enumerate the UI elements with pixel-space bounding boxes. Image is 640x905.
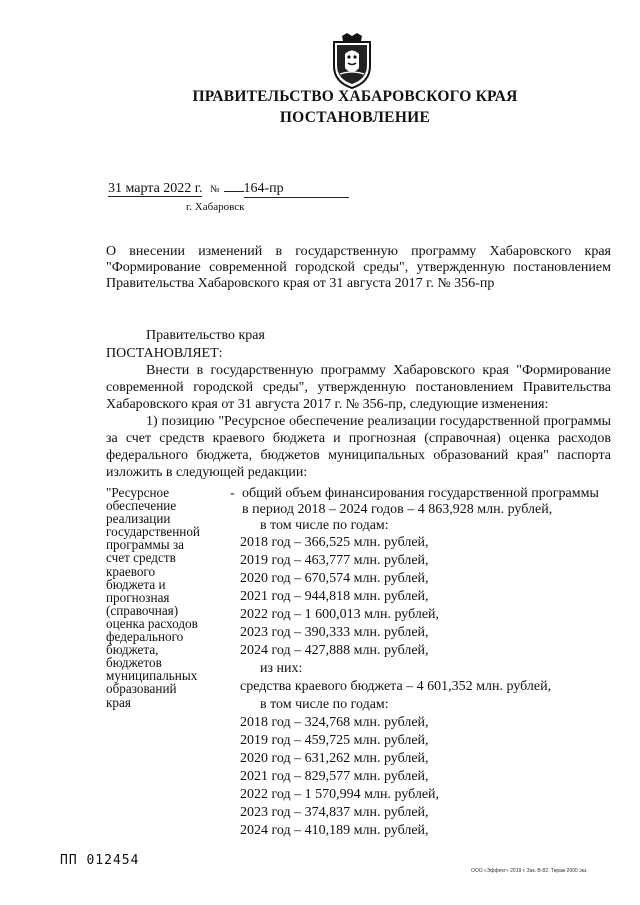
organization-title: ПРАВИТЕЛЬСТВО ХАБАРОВСКОГО КРАЯ [192, 88, 518, 105]
document-date-number [108, 181, 349, 198]
document-date: 31 марта 2022 г. [108, 181, 203, 196]
total-year-2021: 2021 год – 944,818 млн. рублей, [240, 589, 429, 604]
document-subject: О внесении изменений в государственную программу Хабаровского края "Формирование современной городской среды", утвержденную постановлением Правительства Хабаровского края от 31 августа 2017 г. № 356-пр [106, 244, 611, 291]
by-years-label: в том числе по годам: [260, 518, 389, 533]
preamble-government: Правительство края [146, 328, 265, 343]
of-them-label: из них: [260, 661, 303, 676]
regional-budget-total: средства краевого бюджета – 4 601,352 млн. рублей, [240, 679, 552, 694]
regional-year-2020: 2020 год – 631,262 млн. рублей, [240, 751, 429, 766]
by-years-label-2: в том числе по годам: [260, 697, 389, 712]
regional-year-2022: 2022 год – 1 570,994 млн. рублей, [240, 787, 440, 802]
paragraph-main: Внести в государственную программу Хабаровского края "Формирование современной городской среды", утвержденную постановлением Правительства Хабаровского края от 31 августа 2017 г. № 356-пр, следующие изменения: [106, 363, 611, 412]
regional-year-2023: 2023 год – 374,837 млн. рублей, [240, 805, 429, 820]
paragraph-item-1: 1) позицию "Ресурсное обеспечение реализации государственной программы за счет средств краевого бюджета и прогнозная (справочная) оценка расходов федерального бюджета, бюджетов муниципальных образований края" паспорта изложить в следующей редакции: [106, 414, 611, 480]
preamble-resolves: ПОСТАНОВЛЯЕТ: [106, 346, 223, 361]
total-year-2023: 2023 год – 390,333 млн. рублей, [240, 625, 429, 640]
total-funding-line-1: общий объем финансирования государственной программы [242, 486, 599, 501]
total-year-2022: 2022 год – 1 600,013 млн. рублей, [240, 607, 440, 622]
regional-year-2021: 2021 год – 829,577 млн. рублей, [240, 769, 429, 784]
regional-year-2019: 2019 год – 459,725 млн. рублей, [240, 733, 429, 748]
total-funding-line-2: в период 2018 – 2024 годов – 4 863,928 млн. рублей, [242, 502, 553, 517]
passport-dash: - [230, 486, 235, 501]
regional-year-2024: 2024 год – 410,189 млн. рублей, [240, 823, 429, 838]
coat-of-arms-emblem [328, 32, 376, 90]
document-number: 164-пр [244, 181, 349, 198]
total-year-2024: 2024 год – 427,888 млн. рублей, [240, 643, 429, 658]
total-year-2018: 2018 год – 366,525 млн. рублей, [240, 535, 429, 550]
printer-imprint: ООО «Эффект» 2019 г. Зак. В-82. Тираж 2000 экз. [471, 868, 588, 874]
document-city: г. Хабаровск [186, 201, 245, 213]
passport-position-label: "Ресурсное обеспечение реализации государственной программы за счет средств краевого бюджета и прогнозная (справочная) оценка расходов федерального бюджета, бюджетов муниципальных образований края [106, 485, 200, 710]
regional-year-2018: 2018 год – 324,768 млн. рублей, [240, 715, 429, 730]
total-year-2019: 2019 год – 463,777 млн. рублей, [240, 553, 429, 568]
form-serial-stamp: ПП 012454 [60, 853, 140, 868]
document-type-title: ПОСТАНОВЛЕНИЕ [279, 109, 431, 126]
total-year-2020: 2020 год – 670,574 млн. рублей, [240, 571, 429, 586]
number-label: № [209, 184, 220, 195]
